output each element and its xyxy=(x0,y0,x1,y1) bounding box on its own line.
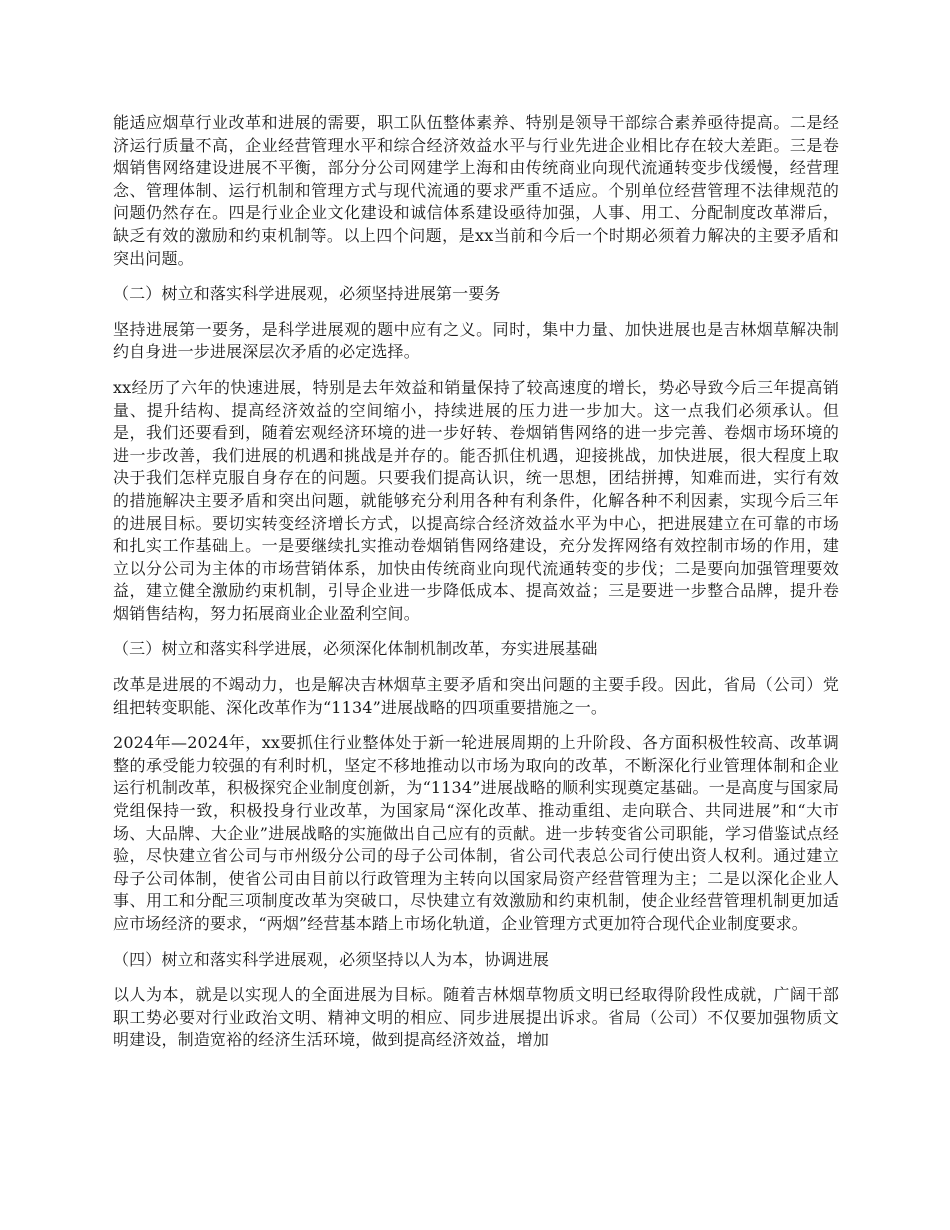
paragraph-reform-plan: 2024年—2024年，xx要抓住行业整体处于新一轮进展周期的上升阶段、各方面积极性较高、改革调整的承受能力较强的有利时机，坚定不移地推动以市场为取向的改革，不断深化行业管理体制和企业运行机制改革，积极探究企业制度创新，为“1134”进展战略的顺利实现奠定基础。一是高度与国家局党组保持一致，积极投身行业改革，为国家局“深化改革、推动重组、走向联合、共同进展”和“大市场、大品牌、大企业”进展战略的实施做出自己应有的贡献。进一步转变省公司职能，学习借鉴试点经验，尽快建立省公司与市州级分公司的母子公司体制，省公司代表总公司行使出资人权利。通过建立母子公司体制，使省公司由目前以行政管理为主转向以国家局资产经营管理为主；二是以深化企业人事、用工和分配三项制度改革为突破口，尽快建立有效激励和约束机制，使企业经营管理机制更加适应市场经济的要求，“两烟”经营基本踏上市场化轨道，企业管理方式更加符合现代企业制度要求。 xyxy=(113,733,839,933)
paragraph-reform-driver: 改革是进展的不竭动力，也是解决吉林烟草主要矛盾和突出问题的主要手段。因此，省局（公司）党组把转变职能、深化改革作为“1134”进展战略的四项重要措施之一。 xyxy=(113,675,839,717)
section-heading-3: （三）树立和落实科学进展，必须深化体制机制改革，夯实进展基础 xyxy=(113,639,598,659)
section-heading-2: （二）树立和落实科学进展观，必须坚持进展第一要务 xyxy=(113,284,501,304)
paragraph-people-oriented: 以人为本，就是以实现人的全面进展为目标。随着吉林烟草物质文明已经取得阶段性成就，广阔干部职工势必要对行业政治文明、精神文明的相应、同步进展提出诉求。省局（公司）不仅要加强物质文明建设，制造宽裕的经济生活环境，做到提高经济效益，增加 xyxy=(113,985,839,1050)
paragraph-development-priority: 坚持进展第一要务，是科学进展观的题中应有之义。同时，集中力量、加快进展也是吉林烟草解决制约自身进一步进展深层次矛盾的必定选择。 xyxy=(113,319,839,362)
paragraph-problems-summary: 能适应烟草行业改革和进展的需要，职工队伍整体素养、特别是领导干部综合素养亟待提高。二是经济运行质量不高，企业经营管理水平和综合经济效益水平与行业先进企业相比存在较大差距。三是卷烟销售网络建设进展不平衡，部分分公司网建学上海和由传统商业向现代流通转变步伐缓慢，经营理念、管理体制、运行机制和管理方式与现代流通的要求严重不适应。个别单位经营管理不法律规范的问题仍然存在。四是行业企业文化建设和诚信体系建设亟待加强，人事、用工、分配制度改革滞后，缺乏有效的激励和约束机制等。以上四个问题，是xx当前和今后一个时期必须着力解决的主要矛盾和突出问题。 xyxy=(113,113,839,268)
section-heading-4: （四）树立和落实科学进展观，必须坚持以人为本，协调进展 xyxy=(113,949,550,969)
paragraph-six-years-growth: xx经历了六年的快速进展，特别是去年效益和销量保持了较高速度的增长，势必导致今后三年提高销量、提升结构、提高经济效益的空间缩小，持续进展的压力进一步加大。这一点我们必须承认。但是，我们还要看到，随着宏观经济环境的进一步好转、卷烟销售网络的进一步完善、卷烟市场环境的进一步改善，我们进展的机遇和挑战是并存的。能否抓住机遇，迎接挑战，加快进展，很大程度上取决于我们怎样克服自身存在的问题。只要我们提高认识，统一思想，团结拼搏，知难而进，实行有效的措施解决主要矛盾和突出问题，就能够充分利用各种有利条件，化解各种不利因素，实现今后三年的进展目标。要切实转变经济增长方式，以提高综合经济效益水平为中心，把进展建立在可靠的市场和扎实工作基础上。一是要继续扎实推动卷烟销售网络建设，充分发挥网络有效控制市场的作用，建立以分公司为主体的市场营销体系，加快由传统商业向现代流通转变的步伐；二是要向加强管理要效益，建立健全激励约束机制，引导企业进一步降低成本、提高效益；三是要进一步整合品牌，提升卷烟销售结构，努力拓展商业企业盈利空间。 xyxy=(113,377,839,623)
document-page xyxy=(113,112,839,1065)
